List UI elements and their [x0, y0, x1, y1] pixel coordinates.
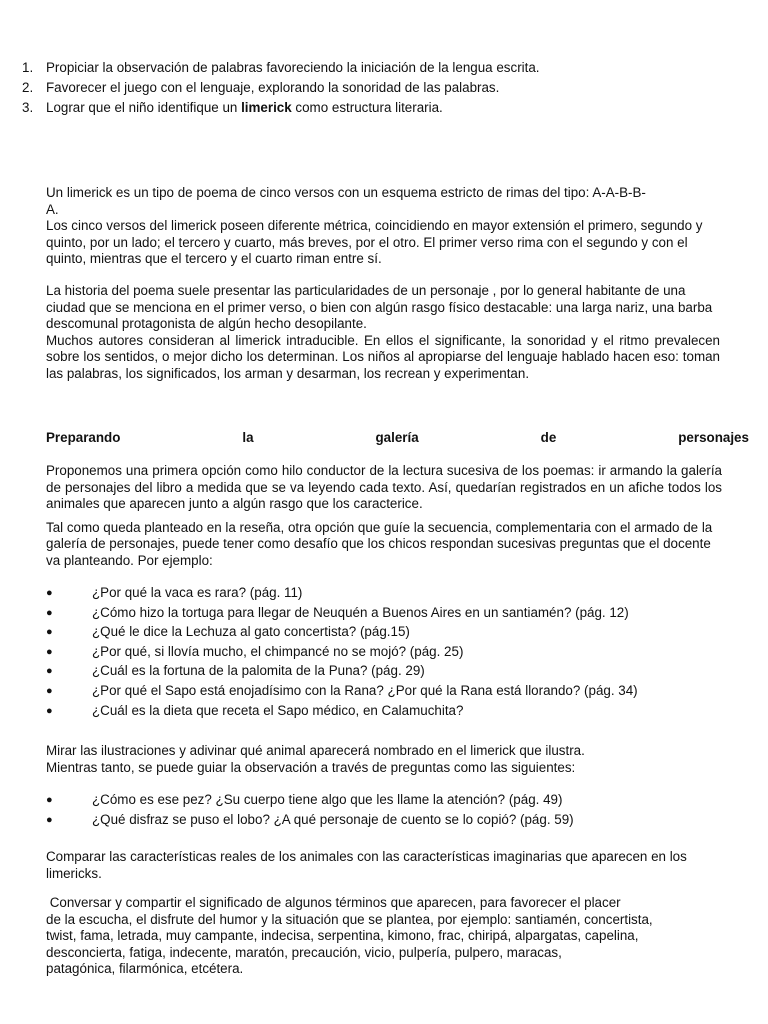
intro-line-2: A. [46, 201, 59, 217]
list-item [46, 683, 746, 703]
question-text: ¿Qué le dice la Lechuza al gato concertista? (pág.15) [92, 624, 410, 640]
bullet-icon: ● [46, 606, 53, 619]
question-text: ¿Cómo es ese pez? ¿Su cuerpo tiene algo que les llame la atención? (pág. 49) [92, 792, 563, 807]
list-item [46, 703, 746, 723]
objective-text [46, 100, 443, 120]
heading-word: Preparando [46, 430, 121, 445]
objectives-list [22, 60, 742, 120]
list-item [46, 812, 746, 832]
bullet-icon: ● [46, 645, 53, 658]
question-text: ¿Cuál es la fortuna de la palomita de la Puna? (pág. 29) [92, 663, 425, 679]
converse-line-1: Conversar y compartir el significado de algunos términos que aparecen, para favorecer el placer [46, 895, 621, 910]
history-paragraph-2: Muchos autores consideran al limerick intraducible. En ellos el significante, la sonoridad y el ritmo prevalecen sobre los sentidos, o mejor dicho los determinan. Los niños al apropiarse del lenguaje hablado hacen eso: toman las palabras, los significados, los arman y desarman, los recrean y experimentan. [46, 332, 720, 381]
list-item [46, 624, 746, 644]
bullet-icon: ● [46, 587, 53, 599]
section-paragraph-2: Tal como queda planteado en la reseña, otra opción que guíe la secuencia, complementaria con el armado de la galería de personajes, puede tener como desafío que los chicos respondan sucesivas preguntas que el docente va planteando. Por ejemplo: [46, 519, 713, 568]
list-item [46, 585, 746, 605]
questions-list-2 [46, 792, 746, 831]
converse-block [46, 895, 746, 978]
objective-keyword: limerick [241, 100, 292, 115]
objective-text: Favorecer el juego con el lenguaje, explorando la sonoridad de las palabras. [46, 80, 500, 95]
intro-line-1: Un limerick es un tipo de poema de cinco versos con un esquema estricto de rimas del tipo: A-A-B-B- [46, 185, 646, 200]
bullet-icon: ● [46, 813, 53, 826]
objective-item [22, 100, 742, 120]
history-block [46, 283, 720, 382]
objective-text-after: como estructura literaria. [291, 100, 443, 115]
illustrations-line-2: Mientras tanto, se puede guiar la observación a través de preguntas como las siguientes: [46, 759, 576, 775]
bullet-icon: ● [46, 794, 53, 806]
compare-paragraph: Comparar las características reales de los animales con las características imaginarias que aparecen en los limericks. [46, 849, 687, 881]
converse-line-2: de la escucha, el disfrute del humor y la situación que se plantea, por ejemplo: santiamén, concertista, [46, 911, 653, 927]
converse-line-4: desconcierta, fatiga, indecente, maratón, precaución, vicio, pulpería, pulpero, maracas, [46, 944, 562, 960]
objective-number: 2. [22, 80, 34, 95]
section-paragraph-1: Proponemos una primera opción como hilo conductor de la lectura sucesiva de los poemas: ir armando la galería de personajes del libro a medida que se va leyendo cada texto. Así, quedarían registrados en un afiche todos los animales que aparecen junto a algún rasgo que los caracterice. [46, 463, 722, 511]
objective-number: 3. [22, 100, 34, 115]
heading-word: de [540, 430, 557, 445]
objective-text-before: Lograr que el niño identifique un [46, 100, 242, 115]
question-text: ¿Qué disfraz se puso el lobo? ¿A qué personaje de cuento se lo copió? (pág. 59) [92, 811, 574, 827]
illustrations-line-1: Mirar las ilustraciones y adivinar qué animal aparecerá nombrado en el limerick que ilustra. [46, 743, 585, 758]
objective-item [22, 60, 742, 80]
compare-block [46, 849, 726, 882]
list-item [46, 663, 746, 683]
list-item [46, 605, 746, 625]
intro-block [46, 185, 726, 268]
question-text: ¿Cuál es la dieta que receta el Sapo médico, en Calamuchita? [92, 702, 464, 718]
objective-item [22, 80, 742, 100]
section-heading [46, 430, 749, 447]
bullet-icon: ● [46, 626, 53, 639]
section-block [46, 463, 722, 569]
heading-word: la [242, 430, 254, 445]
intro-paragraph-2: Los cinco versos del limerick poseen diferente métrica, coincidiendo en mayor extensión el primero, segundo y quinto, por un lado; el tercero y cuarto, más breves, por el otro. El primer verso rima con el segundo y con el quinto, mientras que el tercero y el cuarto riman entre sí. [46, 218, 703, 266]
heading-word: personajes [678, 430, 749, 445]
list-item [46, 644, 746, 664]
converse-line-5: patagónica, filarmónica, etcétera. [46, 961, 244, 976]
objective-text: Propiciar la observación de palabras favoreciendo la iniciación de la lengua escrita. [46, 60, 540, 75]
bullet-icon: ● [46, 684, 53, 697]
history-paragraph-1: La historia del poema suele presentar las particularidades de un personaje , por lo general habitante de una ciudad que se menciona en el primer verso, o bien con algún rasgo físico destacable: una larga nariz, una barba descomunal protagonista de algún hecho desopilante. [46, 283, 713, 331]
question-text: ¿Cómo hizo la tortuga para llegar de Neuquén a Buenos Aires en un santiamén? (pág. 12) [92, 604, 629, 620]
question-text: ¿Por qué, si llovía mucho, el chimpancé no se mojó? (pág. 25) [92, 643, 464, 659]
bullet-icon: ● [46, 704, 53, 717]
list-item [46, 792, 746, 812]
question-text: ¿Por qué el Sapo está enojadísimo con la Rana? ¿Por qué la Rana está llorando? (pág. 34) [92, 682, 638, 698]
bullet-icon: ● [46, 665, 53, 678]
questions-list [46, 585, 746, 722]
question-text: ¿Por qué la vaca es rara? (pág. 11) [92, 585, 303, 600]
objective-number: 1. [22, 60, 34, 75]
heading-word: galería [375, 430, 419, 445]
illustrations-block [46, 743, 736, 776]
converse-line-3: twist, fama, letrada, muy campante, indecisa, serpentina, kimono, frac, chiripá, alpargatas, capelina, [46, 928, 639, 943]
